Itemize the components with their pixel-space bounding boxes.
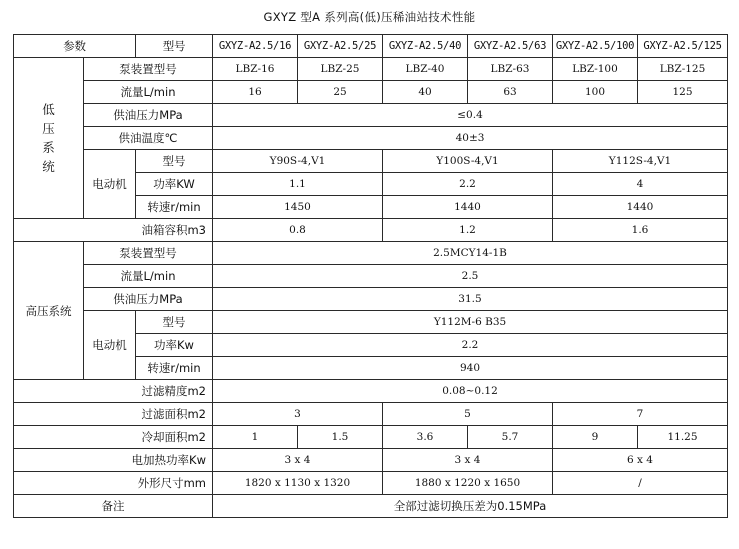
- low-motor-model-label: 型号: [136, 150, 213, 173]
- table-row: [14, 288, 728, 311]
- model-col-header: GXYZ-A2.5/40: [383, 35, 468, 58]
- low-pump-label: 泵装置型号: [84, 58, 213, 81]
- cell: LBZ-125: [638, 58, 728, 81]
- cell: 1: [213, 426, 298, 449]
- table-row: [14, 472, 728, 495]
- cell: 5: [383, 403, 553, 426]
- cell: 31.5: [213, 288, 728, 311]
- table-row: [14, 242, 728, 265]
- cell: 1820 x 1130 x 1320: [213, 472, 383, 495]
- cell: 25: [298, 81, 383, 104]
- cell: 2.2: [213, 334, 728, 357]
- cell: 0.08~0.12: [213, 380, 728, 403]
- cell: 1.2: [383, 219, 553, 242]
- cell: 1880 x 1220 x 1650: [383, 472, 553, 495]
- low-motor-label: 电动机: [84, 150, 136, 219]
- table-row: [14, 219, 728, 242]
- table-row: [14, 58, 728, 81]
- cell: /: [553, 472, 728, 495]
- cell: 2.2: [383, 173, 553, 196]
- param-header: 参数: [14, 35, 136, 58]
- cell: 125: [638, 81, 728, 104]
- table-row: [14, 380, 728, 403]
- cell: 63: [468, 81, 553, 104]
- low-section-label: [14, 58, 84, 219]
- table-row: [14, 495, 728, 518]
- cell: 1.6: [553, 219, 728, 242]
- cell: 3.6: [383, 426, 468, 449]
- table-row: [14, 265, 728, 288]
- model-col-header: GXYZ-A2.5/16: [213, 35, 298, 58]
- cell: Y112M-6 B35: [213, 311, 728, 334]
- remark-value: 全部过滤切换压差为0.15MPa: [213, 495, 728, 518]
- cell: LBZ-25: [298, 58, 383, 81]
- table-row: [14, 104, 728, 127]
- cell: Y90S-4,V1: [213, 150, 383, 173]
- low-motor-speed-label: 转速r/min: [136, 196, 213, 219]
- low-temp-label: 供油温度℃: [84, 127, 213, 150]
- table-row: [14, 127, 728, 150]
- cell: 100: [553, 81, 638, 104]
- high-pressure-label: 供油压力MPa: [84, 288, 213, 311]
- low-pressure-label: 供油压力MPa: [84, 104, 213, 127]
- high-motor-speed-label: 转速r/min: [136, 357, 213, 380]
- high-motor-power-label: 功率Kw: [136, 334, 213, 357]
- spec-table: [13, 34, 728, 518]
- cell: 11.25: [638, 426, 728, 449]
- low-section-text: 低压系统: [42, 102, 55, 174]
- header-row: [14, 35, 728, 58]
- cell: 3: [213, 403, 383, 426]
- filter-precision-label: 过滤精度m2: [14, 380, 213, 403]
- cell: 1440: [383, 196, 553, 219]
- cell: 1.5: [298, 426, 383, 449]
- table-row: [14, 403, 728, 426]
- high-section-label: 高压系统: [14, 242, 84, 380]
- model-header: 型号: [136, 35, 213, 58]
- cell: LBZ-40: [383, 58, 468, 81]
- remark-label: 备注: [14, 495, 213, 518]
- table-row: [14, 426, 728, 449]
- cell: LBZ-100: [553, 58, 638, 81]
- cell: 940: [213, 357, 728, 380]
- cell: 2.5MCY14-1B: [213, 242, 728, 265]
- cell: 1440: [553, 196, 728, 219]
- dimensions-label: 外形尺寸mm: [14, 472, 213, 495]
- high-pump-label: 泵装置型号: [84, 242, 213, 265]
- cell: 1.1: [213, 173, 383, 196]
- cell: 3 x 4: [213, 449, 383, 472]
- high-motor-label: 电动机: [84, 311, 136, 380]
- high-flow-label: 流量L/min: [84, 265, 213, 288]
- cell: 4: [553, 173, 728, 196]
- table-row: [14, 150, 728, 173]
- filter-area-label: 过滤面积m2: [14, 403, 213, 426]
- cell: LBZ-16: [213, 58, 298, 81]
- cell: 40±3: [213, 127, 728, 150]
- cell: 9: [553, 426, 638, 449]
- cooling-area-label: 冷却面积m2: [14, 426, 213, 449]
- model-col-header: GXYZ-A2.5/125: [638, 35, 728, 58]
- low-flow-label: 流量L/min: [84, 81, 213, 104]
- cell: 5.7: [468, 426, 553, 449]
- table-row: [14, 311, 728, 334]
- model-col-header: GXYZ-A2.5/63: [468, 35, 553, 58]
- model-col-header: GXYZ-A2.5/25: [298, 35, 383, 58]
- cell: 16: [213, 81, 298, 104]
- cell: 3 x 4: [383, 449, 553, 472]
- table-row: [14, 81, 728, 104]
- cell: Y100S-4,V1: [383, 150, 553, 173]
- cell: 6 x 4: [553, 449, 728, 472]
- tank-label: 油箱容积m3: [14, 219, 213, 242]
- cell: LBZ-63: [468, 58, 553, 81]
- cell: 40: [383, 81, 468, 104]
- cell: 1450: [213, 196, 383, 219]
- table-title: GXYZ 型A 系列高(低)压稀油站技术性能: [263, 10, 476, 24]
- cell: Y112S-4,V1: [553, 150, 728, 173]
- low-motor-power-label: 功率KW: [136, 173, 213, 196]
- cell: 2.5: [213, 265, 728, 288]
- cell: 7: [553, 403, 728, 426]
- high-motor-model-label: 型号: [136, 311, 213, 334]
- table-row: [14, 449, 728, 472]
- model-col-header: GXYZ-A2.5/100: [553, 35, 638, 58]
- heater-label: 电加热功率Kw: [14, 449, 213, 472]
- cell: ≤0.4: [213, 104, 728, 127]
- cell: 0.8: [213, 219, 383, 242]
